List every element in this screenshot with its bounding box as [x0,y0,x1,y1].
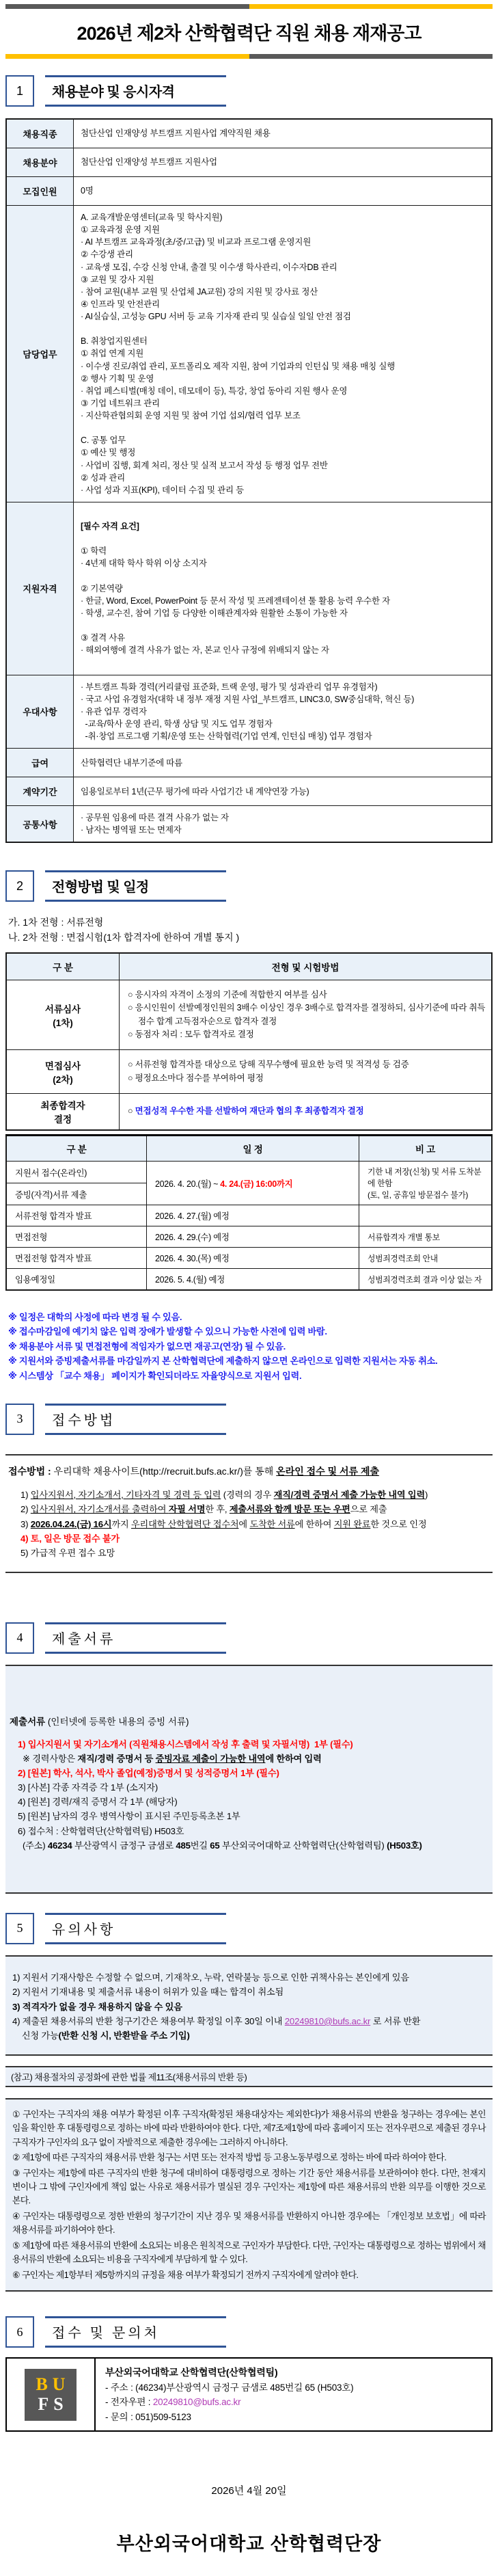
schedule-appointment-remark: 성범죄경력조회 결과 이상 없는 자 [359,1269,493,1291]
row-label-interview: 면접심사 (2차) [6,1050,120,1094]
selection-steps-intro: 가. 1차 전형 : 서류전형 나. 2차 전형 : 면접시험(1차 합격자에 한하여 개별 통지 ) [8,917,240,943]
table-row [6,1205,492,1226]
bar-segment-dark [5,4,249,9]
section-4-number: 4 [5,1622,34,1654]
row-label-document-screening: 서류심사 (1차) [6,980,120,1050]
table-row [6,1226,492,1248]
bufs-logo-text-top: BU [36,2374,70,2395]
row-label-contract-period: 계약기간 [6,777,74,806]
table-row [6,206,492,502]
schedule-interview-label: 면접전형 [6,1226,147,1248]
contact-organization-name: 부산외국어대학교 산학협력단(산학협력팀) [105,2367,278,2378]
section-2-header [5,870,493,902]
table-row [6,1162,492,1183]
announcement-date: 2026년 4월 20일 [211,2485,287,2497]
section-1-number: 1 [5,75,34,107]
notice-box: 1) 지원서 기재사항은 수정할 수 없으며, 기재착오, 누락, 연락불능 등으로 인한 귀책사유는 본인에게 있음 2) 지원서 기재내용 및 제출서류 내용이 허위가 있을 때는 합격이 취소됨 3) 적격자가 없을 경우 채용하지 않을 수 있음 4) 제출된 채용서류의 반환 청구기간은 채용여부 확정일 이후 30일 이내 20249810@bufs.ac.kr 로 서류 반환 신청 가능(반환 신청 시, 반환받을 주소 기입) [5,1955,493,2056]
schedule-table [5,1134,493,1291]
section-5-number: 5 [5,1913,34,1944]
table-row [6,675,492,749]
row-value-contract-period: 임용일로부터 1년(근무 평가에 따라 사업기간 내 계약연장 가능) [74,777,493,806]
row-label-headcount: 모집인원 [6,177,74,206]
table-row [6,119,492,148]
row-value-final-decision: ○ 면접성적 우수한 자를 선발하여 재단과 협의 후 최종합격자 결정 [120,1094,493,1131]
section-4-header [5,1622,493,1654]
column-header-remark: 비 고 [359,1136,493,1162]
contact-box [5,2357,493,2432]
table-row [6,177,492,206]
row-value-common: · 공무원 임용에 따른 결격 사유가 없는 자 · 남자는 병역필 또는 면제자 [74,806,493,843]
bufs-logo [25,2369,77,2421]
row-value-interview: ○ 서류전형 합격자를 대상으로 당해 직무수행에 필요한 능력 및 적격성 등 검증 ○ 평정요소마다 점수를 부여하여 평정 [120,1050,493,1094]
row-label-qualification: 지원자격 [6,502,74,675]
bufs-logo-text-bottom: FS [38,2393,68,2414]
legal-reference-box: ① 구인자는 구직자의 채용 여부가 확정된 이후 구직자(확정된 채용대상자는 제외한다)가 채용서류의 반환을 청구하는 경우에는 본인임을 확인한 후 대통령령으로 정하는 바에 따라 반환하여야 한다. 다만, 제7조제1항에 따라 홈페이지 또는 전자우편으로 제출된 경우나 구직자가 구인자의 요구 없이 자발적으로 제출한 경우에는 그러하지 아니하다. ② 제1항에 따른 구직자의 채용서류 반환 청구는 서면 또는 전자적 방법 등 고용노동부령으로 정하는 바에 따라 하여야 한다. ③ 구인자는 제1항에 따른 구직자의 반환 청구에 대비하여 대통령령으로 정하는 기간 동안 채용서류를 보관하여야 한다. 다만, 천재지변이나 그 밖에 구인자에게 책임 없는 사유로 채용서류가 멸실된 경우 구인자는 제1항에 따른 채용서류의 반환 의무를 이행한 것으로 본다. ④ 구인자는 대통령령으로 정한 반환의 청구기간이 지난 경우 및 채용서류를 반환하지 아니한 경우에는 「개인정보 보호법」에 따라 채용서류를 파기하여야 한다. ⑤ 제1항에 따른 채용서류의 반환에 소요되는 비용은 원칙적으로 구인자가 부담한다. 다만, 구인자는 대통령령으로 정하는 범위에서 채용서류의 반환에 소요되는 비용을 구직자에게 부담하게 할 수 있다. ⑥ 구인자는 제1항부터 제5항까지의 규정을 채용 여부가 확정되기 전까지 구직자에게 알려야 한다. [5,2098,493,2292]
legal-reference-title: (참고) 채용절차의 공정화에 관한 법률 제11조(채용서류의 반환 등) [5,2066,493,2087]
column-header-category: 구 분 [6,1136,147,1162]
table-row [6,806,492,843]
row-label-field: 채용분야 [6,148,74,177]
decorative-bar-mid [5,54,493,59]
section-3-header [5,1404,493,1435]
section-6-title: 접수 및 문의처 [45,2316,226,2348]
column-header-method: 전형 및 시험방법 [120,953,493,980]
schedule-interview-result-date: 2026. 4. 30.(목) 예정 [147,1248,359,1269]
row-label-common: 공통사항 [6,806,74,843]
contact-info [96,2359,491,2430]
announcement-document [0,4,498,2576]
section-6-header [5,2316,493,2348]
row-label-salary: 급여 [6,749,74,777]
section-4-title: 제출서류 [45,1622,226,1654]
column-header-date: 일 정 [147,1136,359,1162]
schedule-interview-result-remark: 성범죄경력조회 안내 [359,1248,493,1269]
row-label-duties: 담당업무 [6,206,74,502]
table-header-row [6,953,492,980]
issuer-signature: 부산외국어대학교 산학협력단장 [116,2534,382,2555]
section-2-title: 전형방법 및 일정 [45,870,226,902]
section-5-title: 유의사항 [45,1913,226,1944]
logo-cell [7,2359,96,2430]
table-row [6,1050,492,1094]
row-value-qualification: [필수 자격 요건] ① 학력 · 4년제 대학 학사 학위 이상 소지자 ② 기본역량 · 한글, Word, Excel, PowerPoint 등 문서 작성 및 프레젠테이션 툴 활용 능력 우수한 자 · 학생, 교수진, 참여 기업 등 다양한 이해관계자와 원활한 소통이 가능한 자 ③ 결격 사유 · 해외여행에 결격 사유가 없는 자, 본교 인사 규정에 위배되지 않는 자 [74,502,493,675]
required-documents-heading: 제출서류 (인터넷에 등록한 내용의 증빙 서류) [10,1716,189,1727]
section-5-header [5,1913,493,1944]
section-3-title: 접수방법 [45,1404,226,1435]
application-method-box [5,1454,493,1573]
contact-detail-lines: - 주소 : (46234)부산광역시 금정구 금샘로 485번길 65 (H503호) - 전자우편 : 20249810@bufs.ac.kr - 문의 : 051)509-5123 [105,2382,354,2422]
section-1-title: 채용분야 및 응시자격 [45,75,226,107]
row-value-headcount: 0명 [74,177,493,206]
schedule-appointment-date: 2026. 5. 4.(월) 예정 [147,1269,359,1291]
table-row [6,1094,492,1131]
schedule-interview-date: 2026. 4. 29.(수) 예정 [147,1226,359,1248]
row-label-final-decision: 최종합격자 결정 [6,1094,120,1131]
schedule-doc-result-remark [359,1205,493,1226]
row-value-field: 첨단산업 인재양성 부트캠프 지원사업 [74,148,493,177]
decorative-bar-top [5,4,493,9]
schedule-apply-period: 2026. 4. 20.(월) ~ 4. 24.(금) 16:00까지 [147,1162,359,1205]
table-header-row [6,1136,492,1162]
row-value-preferred: · 부트캠프 특화 경력(커리큘럼 표준화, 트랙 운영, 평가 및 성과관리 업무 유경험자) · 국고 사업 유경험자(대학 내 정부 재정 지원 사업_부트캠프, LINC3.0, SW중심대학, 혁신 등) · 유관 업무 경력자 -교육/학사 운영 관리, 학생 상담 및 지도 업무 경험자 -취·창업 프로그램 기획/운영 또는 산학협력(기업 연계, 인턴십 매칭) 업무 경험자 [74,675,493,749]
required-documents-box [5,1665,493,1894]
table-row [6,502,492,675]
recruitment-table [5,118,493,843]
bar-segment-yellow [5,54,249,59]
row-value-document-screening: ○ 응시자의 자격이 소정의 기준에 적합한지 여부를 심사 ○ 응시인원이 선발예정인원의 3배수 이상인 경우 3배수로 합격자를 결정하되, 심사기준에 따라 취득점수 합계 고득점자순으로 합격자 결정 ○ 동점자 처리 : 모두 합격자로 결정 [120,980,493,1050]
table-row [6,1269,492,1291]
section-2-number: 2 [5,870,34,902]
column-header-category: 구 분 [6,953,120,980]
section-1-header [5,75,493,107]
schedule-notes: ※ 일정은 대학의 사정에 따라 변경 될 수 있음. ※ 접수마감일에 예기치 않은 입력 장애가 발생할 수 있으니 가능한 사전에 입력 바람. ※ 채용분야 서류 및 면접전형에 적임자가 없으면 재공고(연장) 될 수 있음. ※ 지원서와 증빙제출서류를 마감일까지 본 산학협력단에 제출하지 않으면 온라인으로 입력한 지원서는 자동 취소. ※ 시스템상 「교수 채용」 페이지가 확인되더라도 자율양식으로 지원서 입력. [8,1312,438,1381]
schedule-apply-remark: 기한 내 저장(신청) 및 서류 도착분에 한함 (토, 일, 공휴일 방문접수 불가) [359,1162,493,1205]
contact-email-link[interactable]: 20249810@bufs.ac.kr [152,2397,241,2408]
row-value-duties: A. 교육개발운영센터(교육 및 학사지원) ① 교육과정 운영 지원 · AI 부트캠프 교육과정(초/중/고급) 및 비교과 프로그램 운영지원 ② 수강생 관리 · 교육생 모집, 수강 신청 안내, 출결 및 이수생 학사관리, 이수자DB 관리 ③ 교원 및 강사 지원 · 참여 교원(내부 교원 및 산업체 JA교원) 강의 지원 및 강사료 정산 ④ 인프라 및 안전관리 · AI실습실, 고성능 GPU 서버 등 교육 기자재 관리 및 실습실 일일 안전 점검 B. 취창업지원센터 ① 취업 연계 지원 · 이수생 진로/취업 관리, 포트폴리오 제작 지원, 참여 기업과의 인턴십 및 채용 매칭 실행 ② 행사 기획 및 운영 · 취업 페스티벌(매칭 데이, 데모데이 등), 특강, 창업 동아리 지원 행사 운영 ③ 기업 네트워크 관리 · 지산학관협의회 운영 지원 및 참여 기업 섭외/협력 업무 보조 C. 공통 업무 ① 예산 및 행정 · 사업비 집행, 회계 처리, 정산 및 실적 보고서 작성 등 행정 업무 전반 ② 성과 관리 · 사업 성과 지표(KPI), 데이터 수집 및 관리 등 [74,206,493,502]
bar-segment-yellow [249,4,493,9]
application-method-items: 1) 입사지원서, 자기소개서, 기타자격 및 경력 등 입력 (경력의 경우 재직/경력 증명서 제출 가능한 내역 입력) 2) 입사지원서, 자기소개서를 출력하여 자필 서명한 후, 제출서류와 함께 방문 또는 우편으로 제출 3) 2026.04.24.(금) 16시까지 우리대학 산학협력단 접수처에 도착한 서류에 한하여 지원 완료한 것으로 인정 4) 토, 일은 방문 접수 불가 5) 가급적 우편 접수 요망 [20,1489,428,1559]
document-return-email-link[interactable]: 20249810@bufs.ac.kr [284,2015,371,2026]
row-value-salary: 산학협력단 내부기준에 따름 [74,749,493,777]
section-3-number: 3 [5,1404,34,1435]
table-row [6,749,492,777]
row-value-job-type: 첨단산업 인재양성 부트캠프 지원사업 계약직원 채용 [74,119,493,148]
row-label-preferred: 우대사항 [6,675,74,749]
schedule-interview-remark: 서류합격자 개별 통보 [359,1226,493,1248]
schedule-doc-result-date: 2026. 4. 27.(월) 예정 [147,1205,359,1226]
application-method-title: 접수방법 : 우리대학 채용사이트(http://recruit.bufs.ac.kr/)를 통해 온라인 접수 및 서류 제출 [8,1465,380,1477]
schedule-apply-online: 지원서 접수(온라인) [6,1162,147,1183]
table-row [6,980,492,1050]
required-documents-items: 1) 입사지원서 및 자기소개서 (직원채용시스템에서 작성 후 출력 및 자필서명) 1부 (필수) ※ 경력사항은 재직/경력 증명서 등 증빙자료 제출이 가능한 내역에 한하여 입력 2) [원본] 학사, 석사, 박사 졸업(예정)증명서 및 성적증명서 1부 (필수) 3) [사본] 각종 자격증 각 1부 (소지자) 4) [원본] 경력/재직 증명서 각 1부 (해당자) 5) [원본] 남자의 경우 병역사항이 표시된 주민등록초본 1부 6) 접수처 : 산학협력단(산학협력팀) H503호 (주소) 46234 부산광역시 금정구 금샘로 485번길 65 부산외국어대학교 산학협력단(산학협력팀) (H503호) [18,1739,422,1851]
page-title: 2026년 제2차 산학협력단 직원 채용 재재공고 [77,23,421,44]
section-6-number: 6 [5,2316,34,2348]
table-row [6,148,492,177]
schedule-interview-result-label: 면접전형 합격자 발표 [6,1248,147,1269]
schedule-submit-proof: 증빙(자격)서류 제출 [6,1183,147,1205]
schedule-doc-result-label: 서류전형 합격자 발표 [6,1205,147,1226]
table-row [6,1248,492,1269]
table-row [6,777,492,806]
selection-method-table [5,952,493,1131]
schedule-appointment-label: 임용예정일 [6,1269,147,1291]
bar-segment-dark [249,54,493,59]
row-label-job-type: 채용직종 [6,119,74,148]
